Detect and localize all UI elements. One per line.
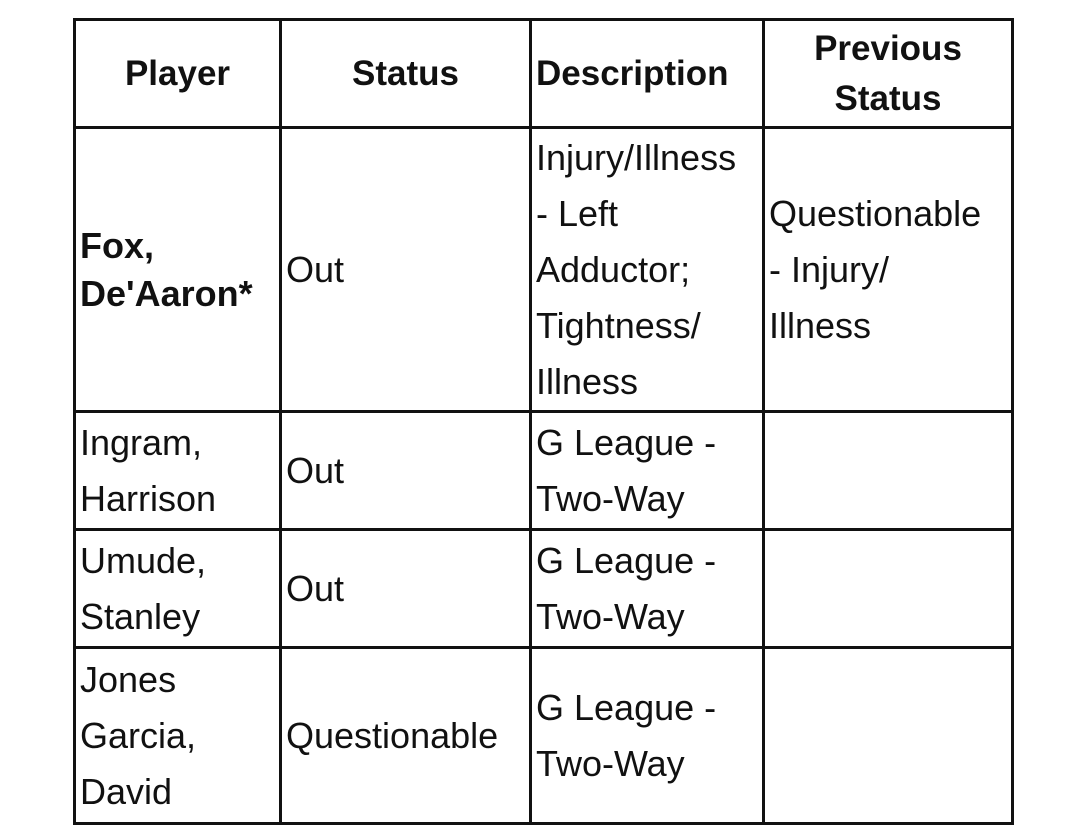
description-cell: Injury/Illness - Left Adductor; Tightness/ Illness <box>531 128 764 412</box>
injury-report-table <box>73 18 1014 825</box>
player-cell: Ingram, Harrison <box>75 412 281 530</box>
table-row <box>75 128 1013 412</box>
table-row <box>75 648 1013 824</box>
header-player: Player <box>75 20 281 128</box>
player-cell: Fox, De'Aaron* <box>75 128 281 412</box>
status-cell: Out <box>281 412 531 530</box>
header-description: Description <box>531 20 764 128</box>
status-cell: Questionable <box>281 648 531 824</box>
previous-status-cell: Questionable - Injury/ Illness <box>764 128 1013 412</box>
status-cell: Out <box>281 530 531 648</box>
description-cell: G League - Two-Way <box>531 648 764 824</box>
previous-status-cell <box>764 648 1013 824</box>
previous-status-cell <box>764 530 1013 648</box>
status-cell: Out <box>281 128 531 412</box>
description-cell: G League - Two-Way <box>531 412 764 530</box>
header-row <box>75 20 1013 128</box>
description-cell: G League - Two-Way <box>531 530 764 648</box>
header-previous-status: Previous Status <box>764 20 1013 128</box>
previous-status-cell <box>764 412 1013 530</box>
table-row <box>75 412 1013 530</box>
table-row <box>75 530 1013 648</box>
player-cell: Jones Garcia, David <box>75 648 281 824</box>
player-cell: Umude, Stanley <box>75 530 281 648</box>
header-status: Status <box>281 20 531 128</box>
